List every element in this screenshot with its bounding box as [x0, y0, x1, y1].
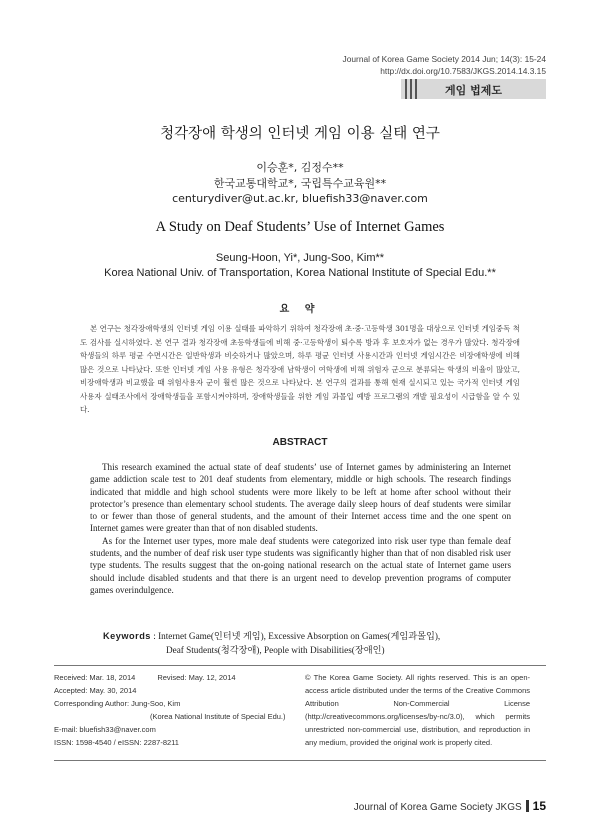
footer-journal: Journal of Korea Game Society JKGS — [353, 802, 522, 813]
abstract-paragraph: This research examined the actual state of deaf students’ use of Internet games by administering an Internet game addiction scale test to 201 deaf students from elementary, middle or high schools. The research findings indicated that middle and high school students were more likely to be left at home after school without their protector’s presence than elementary school students. The average daily sleep hours of deaf students were similar to or fewer than those of general students, and the amount of their Internet access time and the one spent on Internet games were greater than that of non disabled students. — [90, 462, 511, 534]
corresponding-author: Corresponding Author: Jung-Soo, Kim — [54, 699, 181, 708]
page-number: 15 — [532, 799, 546, 813]
footer-divider — [54, 760, 546, 761]
copyright-notice: © The Korea Game Society. All rights reserved. This is an open-access article distributed under the terms of the Creative Commons Attribution Non-Commercial License (http://creativecommons.org/licenses/by-nc/3.0), which permits unrestricted non-commercial use, distribution, and reproduction in any medium, provided the original work is properly cited. — [305, 673, 530, 747]
issn: ISSN: 1598-4540 / eISSN: 2287-8211 — [54, 738, 179, 747]
keywords — [103, 629, 440, 657]
corresponding-affiliation: (Korea National Institute of Special Edu.) — [150, 712, 286, 721]
keywords-label: Keywords — [103, 631, 151, 641]
affiliation-korean: 한국교통대학교*, 국립특수교육원** — [213, 177, 387, 190]
keywords-line: : Internet Game(인터넷 게임), Excessive Absorption on Games(게임과몰입), — [153, 631, 441, 641]
affiliation-english: Korea National Univ. of Transportation, Korea National Institute of Special Edu.** — [104, 267, 496, 279]
footer-bar — [526, 800, 529, 812]
abstract-english — [90, 461, 511, 596]
abstract-korean: 본 연구는 청각장애학생의 인터넷 게임 이용 실태를 파악하기 위하여 청각장애 초·중·고등학생 301명을 대상으로 인터넷 게임중독 척도 검사를 실시하였다. 본 연구 결과 청각장애 초등학생들에 비해 중·고등학생이 퇴수록 방과 후 보호자가 없는 경우가 많았다. 청각장애학생들의 하루 평균 수면시간은 일반학생과 비슷하거나 많았으며, 하루 평균 인터넷 사용시간과 인터넷 게임시간은 비장애학생에 비해 많은 것으로 나타났다. 또한 인터넷 게임 사용 유형은 청각장애 남학생이 여학생에 비해 위험자 군으로 분류되는 학생의 비율이 많았고, 비장애학생과 비교했을 때 위험사용자 군이 훨씬 많은 것으로 나타났다. 본 연구의 결과를 통해 현재 실시되고 있는 국가적 인터넷 게임 사용자 실태조사에서 장애학생들을 포함시켜야하며, 장애학생들을 위한 게임 과몰입 예방 프로그램의 개발 필요성이 시급함을 알 수 있다. — [80, 324, 520, 414]
abstract-korean-heading: 요 약 — [279, 304, 321, 315]
abstract-english-heading: ABSTRACT — [272, 437, 328, 448]
accepted-date: Accepted: May. 30, 2014 — [54, 686, 137, 695]
received-date: Received: Mar. 18, 2014 — [54, 673, 136, 682]
doi-link[interactable]: http://dx.doi.org/10.7583/JKGS.2014.14.3.15 — [380, 66, 546, 76]
footnote-divider — [54, 665, 546, 666]
title-english: A Study on Deaf Students’ Use of Internet Games — [155, 219, 445, 235]
authors-korean: 이승훈*, 김정수** — [256, 161, 344, 174]
journal-citation: Journal of Korea Game Society 2014 Jun; 14(3): 15-24 — [342, 54, 546, 64]
keywords-line: Deaf Students(청각장애), People with Disabilities(장애인) — [166, 645, 385, 655]
footnote-left — [54, 671, 294, 749]
title-korean: 청각장애 학생의 인터넷 게임 이용 실태 연구 — [160, 126, 440, 142]
revised-date: Revised: May. 12, 2014 — [157, 673, 236, 682]
authors-english: Seung-Hoon, Yi*, Jung-Soo, Kim** — [215, 252, 385, 264]
page-footer — [354, 799, 546, 813]
section-banner — [401, 79, 546, 99]
corresponding-email[interactable]: E-mail: bluefish33@naver.com — [54, 725, 156, 734]
section-label: 게임 법제도 — [445, 84, 502, 97]
author-emails: centurydiver@ut.ac.kr, bluefish33@naver.com — [172, 192, 428, 205]
abstract-paragraph: As for the Internet user types, more male deaf students were categorized into risk user type than female deaf students, and the number of deaf risk user type students was significantly higher than that of non disabled risk user type students. The results suggest that the on-going national research on the actual state of Internet game users should include disabled students and that there is an urgent need to develop prevention programs of computer games overindulgence. — [90, 535, 511, 595]
